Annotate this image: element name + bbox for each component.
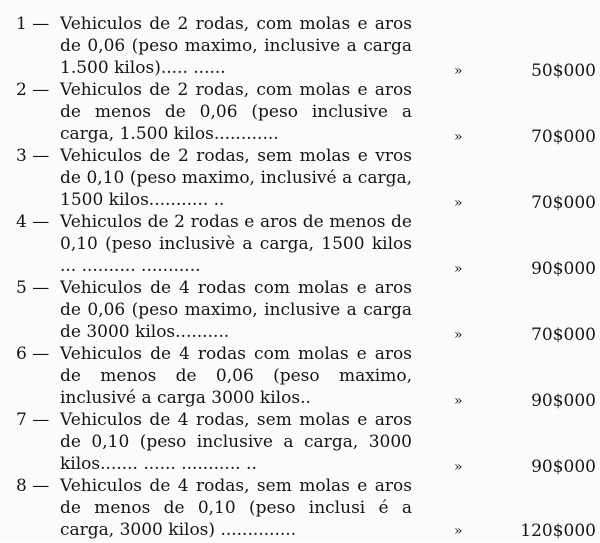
- ditto-mark: »: [454, 129, 463, 145]
- entry-number: 6 —: [16, 344, 50, 364]
- entry-number: 2 —: [16, 80, 50, 100]
- entry-description: Vehiculos de 2 rodas, com molas e aros de menos de 0,06 (peso inclusive a carga, 1.500 kilos............: [60, 80, 412, 144]
- entry-description: Vehiculos de 2 rodas e aros de menos de 0,10 (peso inclusivè a carga, 1500 kilos ... .......... ...........: [60, 212, 412, 276]
- entry-price: 90$000: [531, 259, 596, 279]
- entry-description: Vehiculos de 4 rodas, sem molas e aros de menos de 0,10 (peso inclusi é a carga, 3000 kilos) ..............: [60, 476, 412, 540]
- ditto-mark: »: [454, 63, 463, 79]
- entry-number: 5 —: [16, 278, 50, 298]
- ditto-mark: »: [454, 327, 463, 343]
- entry-price: 90$000: [531, 391, 596, 411]
- entry-price: 70$000: [531, 127, 596, 147]
- entry-description: Vehiculos de 2 rodas, sem molas e vros de 0,10 (peso maximo, inclusivé a carga, 1500 kilos........... ..: [60, 146, 412, 210]
- ditto-mark: »: [454, 459, 463, 475]
- entry-price: 50$000: [531, 61, 596, 81]
- ditto-mark: »: [454, 261, 463, 277]
- entry-number: 1 —: [16, 14, 50, 34]
- entry-number: 7 —: [16, 410, 50, 430]
- ditto-mark: »: [454, 523, 463, 539]
- entry-description: Vehiculos de 4 rodas com molas e aros de menos de 0,06 (peso maximo, inclusivé a carga 3000 kilos..: [60, 344, 412, 408]
- entry-description: Vehiculos de 4 rodas, sem molas e aros de 0,10 (peso inclusive a carga, 3000 kilos....... ...... ........... ..: [60, 410, 412, 474]
- entry-number: 8 —: [16, 476, 50, 496]
- entry-number: 4 —: [16, 212, 50, 232]
- entry-description: Vehiculos de 2 rodas, com molas e aros de 0,06 (peso maximo, inclusive a carga 1.500 kilos)..... ......: [60, 14, 412, 78]
- entry-description: Vehiculos de 4 rodas com molas e aros de 0,06 (peso maximo, inclusive a carga de 3000 kilos..........: [60, 278, 412, 342]
- entry-price: 120$000: [520, 521, 596, 541]
- ditto-mark: »: [454, 393, 463, 409]
- entry-price: 70$000: [531, 193, 596, 213]
- entry-number: 3 —: [16, 146, 50, 166]
- ditto-mark: »: [454, 195, 463, 211]
- entry-price: 70$000: [531, 325, 596, 345]
- entry-price: 90$000: [531, 457, 596, 477]
